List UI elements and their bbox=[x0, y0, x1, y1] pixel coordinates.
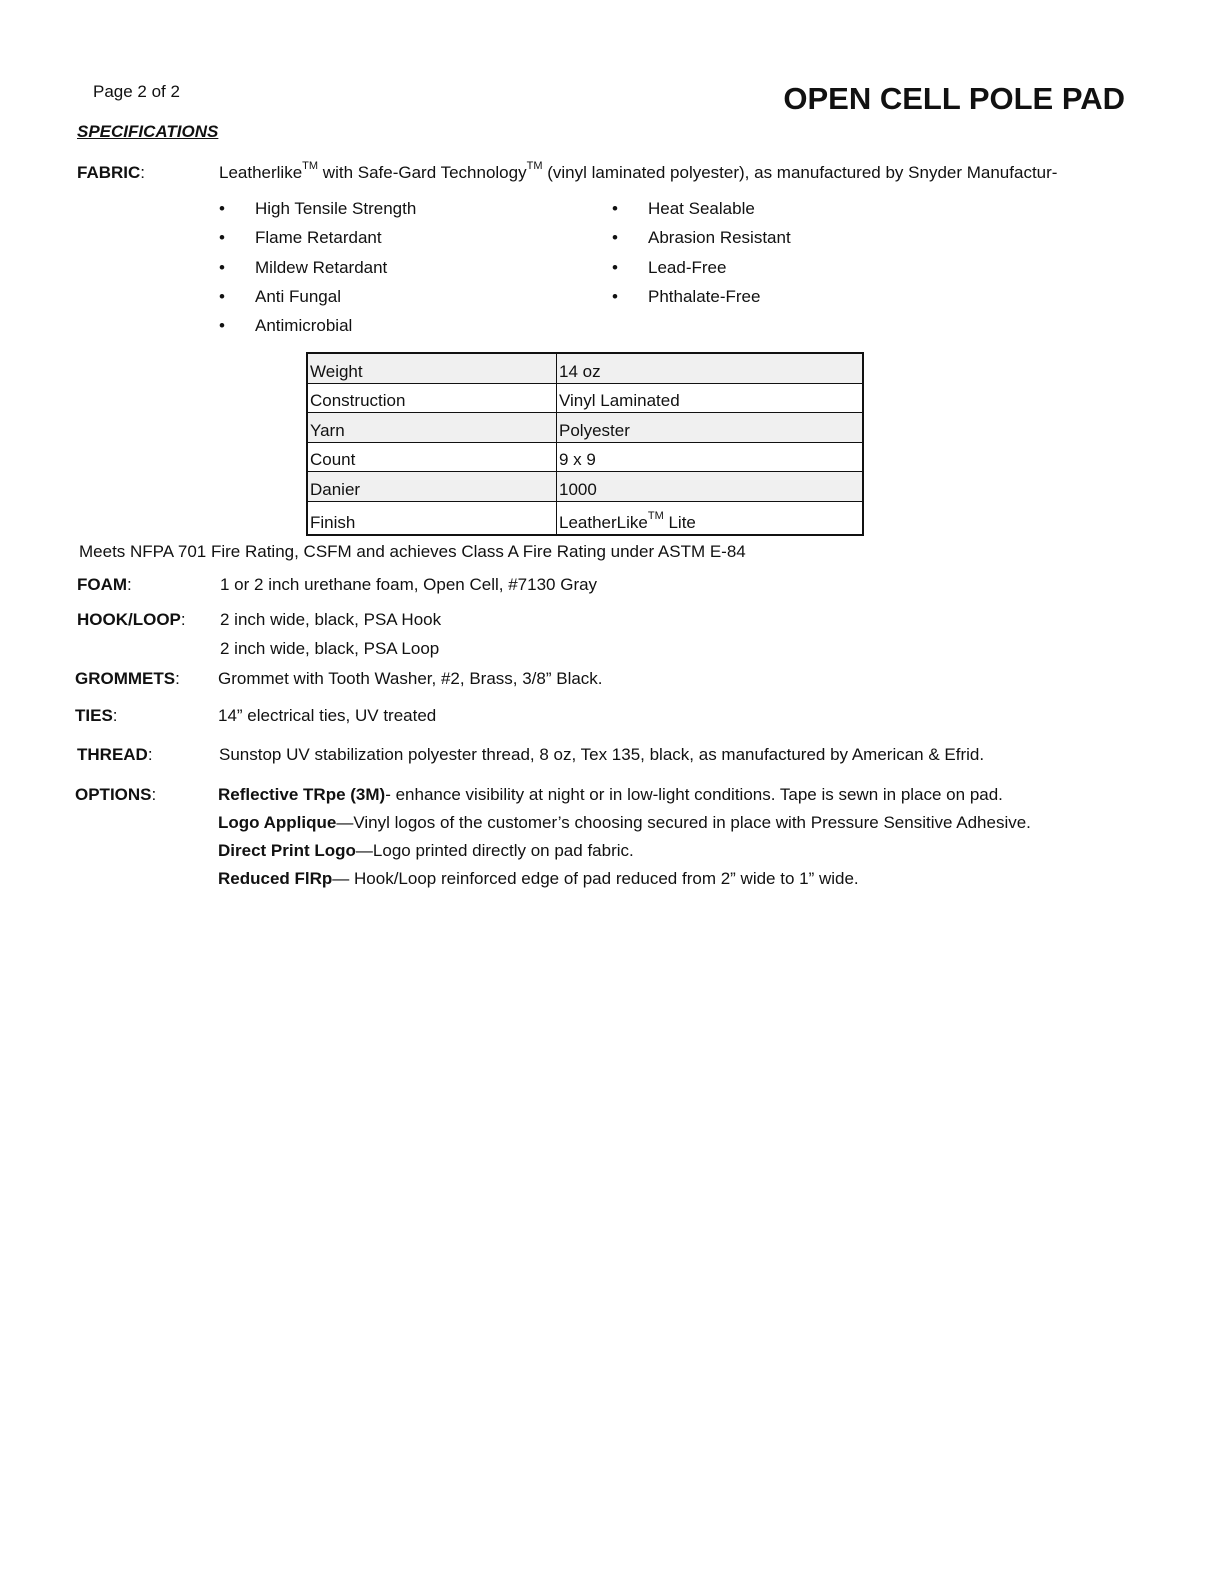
thread-label-text: THREAD bbox=[77, 745, 148, 764]
bullet-text: Mildew Retardant bbox=[255, 257, 388, 277]
option-name: Logo Applique bbox=[218, 813, 337, 832]
page-number: Page 2 of 2 bbox=[93, 82, 180, 101]
option-reduced-flap bbox=[218, 868, 859, 890]
foam-label-text: FOAM bbox=[77, 575, 128, 594]
fire-rating-text: Meets NFPA 701 Fire Rating, CSFM and achieves Class A Fire Rating under ASTM E-84 bbox=[79, 542, 746, 561]
option-name: Reflective TRpe (3M) bbox=[218, 785, 386, 804]
hook-loop-label-text: HOOK/LOOP bbox=[77, 610, 181, 629]
option-direct-print-logo bbox=[218, 840, 634, 862]
bullet-text: Antimicrobial bbox=[255, 316, 353, 336]
options-label-text: OPTIONS bbox=[75, 785, 152, 804]
fabric-label bbox=[77, 162, 145, 184]
table-cell-value: Vinyl Laminated bbox=[557, 383, 864, 413]
bullet-icon: • bbox=[219, 228, 225, 248]
grommets-label-colon: : bbox=[175, 669, 180, 688]
hook-loop-label bbox=[77, 609, 186, 631]
option-desc: — Hook/Loop reinforced edge of pad reduced from 2” wide to 1” wide. bbox=[332, 869, 859, 888]
fabric-desc-part3: (vinyl laminated polyester), as manufactured by Snyder Manufactur- bbox=[542, 163, 1058, 182]
table-row bbox=[307, 353, 863, 383]
option-logo-applique bbox=[218, 812, 1031, 834]
bullet-icon: • bbox=[612, 228, 618, 248]
table-cell-property: Danier bbox=[307, 472, 557, 502]
thread-label bbox=[77, 744, 153, 766]
bullet-icon: • bbox=[219, 286, 225, 306]
hook-loop-label-colon: : bbox=[180, 610, 186, 629]
table-cell-value: 9 x 9 bbox=[557, 442, 864, 472]
finish-suffix: Lite bbox=[663, 513, 696, 532]
option-desc: —Vinyl logos of the customer’s choosing secured in place with Pressure Sensitive Adhesive. bbox=[336, 813, 1031, 832]
finish-tm: TM bbox=[647, 510, 664, 523]
fabric-description bbox=[219, 162, 1057, 184]
foam-value: 1 or 2 inch urethane foam, Open Cell, #7130 Gray bbox=[220, 575, 598, 594]
option-desc: - enhance visibility at night or in low-light conditions. Tape is sewn in place on pad. bbox=[385, 785, 1003, 804]
option-reflective-tape bbox=[218, 784, 1003, 806]
bullet-icon: • bbox=[612, 257, 618, 277]
bullet-text: Anti Fungal bbox=[255, 286, 341, 306]
bullet-text: High Tensile Strength bbox=[255, 199, 417, 218]
option-name: Reduced FlRp bbox=[218, 869, 333, 888]
table-cell-property: Weight bbox=[307, 353, 557, 383]
table-cell-value: Polyester bbox=[557, 413, 864, 443]
bullet-text: Abrasion Resistant bbox=[648, 228, 791, 248]
bullet-icon: • bbox=[219, 257, 225, 277]
option-name: Direct Print Logo bbox=[218, 841, 356, 860]
hook-value: 2 inch wide, black, PSA Hook bbox=[220, 610, 442, 629]
ties-label bbox=[75, 705, 118, 727]
bullet-icon: • bbox=[219, 199, 225, 218]
fabric-desc-part2: with Safe-Gard Technology bbox=[318, 163, 527, 182]
bullet-icon: • bbox=[219, 316, 225, 336]
document-title: OPEN CELL POLE PAD bbox=[783, 81, 1125, 116]
table-cell-value: 14 oz bbox=[557, 353, 864, 383]
table-row bbox=[307, 501, 863, 535]
thread-label-colon: : bbox=[147, 745, 153, 764]
bullet-icon: • bbox=[612, 199, 618, 218]
grommets-value: Grommet with Tooth Washer, #2, Brass, 3/8” Black. bbox=[218, 669, 603, 688]
table-row bbox=[307, 442, 863, 472]
grommets-label-text: GROMMETS bbox=[75, 669, 176, 688]
ties-label-text: TIES bbox=[75, 706, 113, 725]
table-row bbox=[307, 383, 863, 413]
ties-value: 14” electrical ties, UV treated bbox=[218, 706, 437, 725]
bullet-text: Lead-Free bbox=[648, 257, 727, 277]
table-cell-property: Construction bbox=[307, 383, 557, 413]
fabric-label-colon: : bbox=[140, 163, 146, 182]
bullet-text: Flame Retardant bbox=[255, 228, 382, 248]
table-cell-property: Yarn bbox=[307, 413, 557, 443]
foam-label-colon: : bbox=[127, 575, 132, 594]
fabric-desc-part1: Leatherlike bbox=[219, 163, 303, 182]
bullet-icon: • bbox=[612, 286, 618, 306]
table-row bbox=[307, 472, 863, 502]
thread-value: Sunstop UV stabilization polyester thread, 8 oz, Tex 135, black, as manufactured by American & Efrid. bbox=[219, 745, 985, 764]
table-cell-property: Count bbox=[307, 442, 557, 472]
fabric-tm-1: TM bbox=[302, 160, 319, 173]
fabric-tm-2: TM bbox=[526, 160, 543, 173]
options-label bbox=[75, 784, 156, 806]
options-label-colon: : bbox=[151, 785, 157, 804]
ties-label-colon: : bbox=[112, 706, 118, 725]
bullet-text: Phthalate-Free bbox=[648, 286, 761, 306]
table-cell-value: 1000 bbox=[557, 472, 864, 502]
table-cell-value bbox=[557, 501, 864, 535]
grommets-label bbox=[75, 668, 180, 690]
option-desc: —Logo printed directly on pad fabric. bbox=[355, 841, 634, 860]
finish-value: LeatherLike bbox=[559, 513, 648, 532]
specifications-heading: SPECIFICATIONS bbox=[77, 122, 219, 141]
bullet-text: Heat Sealable bbox=[648, 199, 755, 218]
fabric-properties-table bbox=[306, 352, 864, 536]
loop-value: 2 inch wide, black, PSA Loop bbox=[220, 639, 440, 658]
fabric-label-text: FABRIC bbox=[77, 163, 141, 182]
table-cell-property: Finish bbox=[307, 501, 557, 535]
foam-label bbox=[77, 574, 132, 596]
table-row bbox=[307, 413, 863, 443]
